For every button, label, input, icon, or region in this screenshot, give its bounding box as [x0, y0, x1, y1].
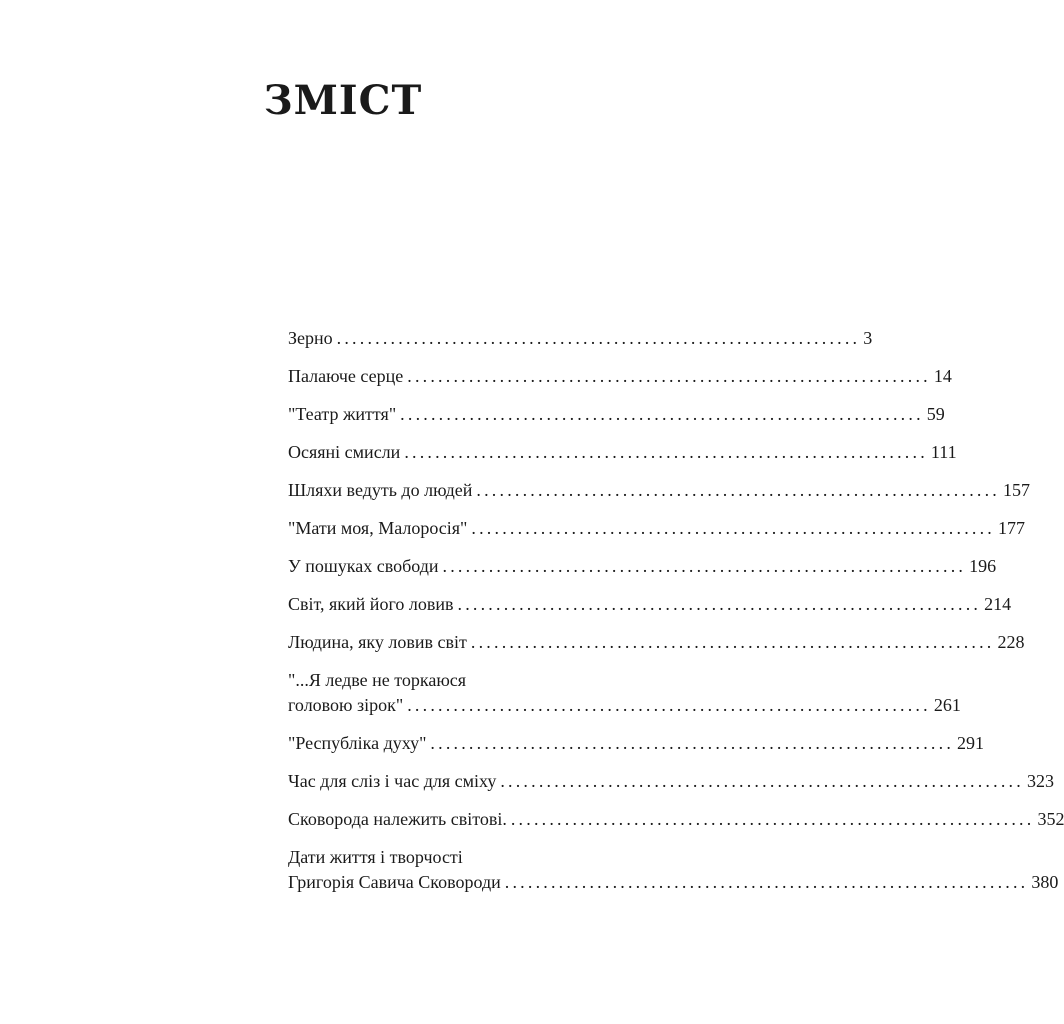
- toc-entry: [288, 592, 1012, 617]
- toc-entry-page: 261: [933, 695, 961, 715]
- toc-entry: [288, 440, 957, 465]
- toc-leader-dots: ....................................................................: [407, 695, 931, 715]
- toc-entry: [288, 668, 961, 718]
- toc-entry-title: головою зірок": [288, 695, 404, 715]
- toc-entry-title: Шляхи ведуть до людей: [288, 480, 473, 500]
- toc-entry-title: Світ, який його ловив: [288, 594, 454, 614]
- toc-entry-title: "Мати моя, Малоросія": [288, 518, 468, 538]
- toc-leader-dots: ....................................................................: [476, 480, 1000, 500]
- toc-entry: [288, 364, 952, 389]
- toc-leader-dots: ....................................................................: [504, 872, 1029, 892]
- toc-entry-page: 111: [930, 442, 957, 462]
- toc-leader-dots: ....................................................................: [407, 366, 931, 386]
- toc-entry: [288, 731, 985, 756]
- toc-entry-page: 14: [933, 366, 952, 386]
- table-of-contents: [288, 326, 1064, 908]
- toc-entry: [288, 807, 1064, 832]
- toc-entry-page: 380: [1031, 872, 1059, 892]
- toc-entry-title: "Республіка духу": [288, 733, 427, 753]
- page-title: ЗМІСТ: [263, 77, 423, 124]
- toc-entry: [288, 516, 1026, 541]
- toc-leader-dots: ....................................................................: [404, 442, 928, 462]
- toc-entry: [288, 845, 1059, 895]
- toc-entry-title: Людина, яку ловив світ: [288, 632, 467, 652]
- toc-leader-dots: ....................................................................: [400, 404, 924, 424]
- toc-entry-page: 196: [969, 556, 997, 576]
- toc-leader-dots: ....................................................................: [442, 556, 967, 576]
- toc-entry-page: 177: [998, 518, 1026, 538]
- toc-leader-dots: ....................................................................: [471, 518, 996, 538]
- toc-leader-dots: ....................................................................: [500, 771, 1024, 791]
- toc-entry-page: 157: [1003, 480, 1030, 500]
- toc-entry-page: 352: [1037, 809, 1064, 829]
- toc-leader-dots: ....................................................................: [430, 733, 955, 753]
- toc-entry: [288, 478, 1030, 503]
- toc-entry-page: 214: [984, 594, 1012, 614]
- toc-entry-title: Палаюче серце: [288, 366, 404, 386]
- toc-leader-dots: ....................................................................: [336, 328, 861, 348]
- toc-entry-title: Час для сліз і час для сміху: [288, 771, 497, 791]
- toc-entry: [288, 402, 945, 427]
- toc-entry-page: 59: [926, 404, 945, 424]
- toc-entry: [288, 769, 1054, 794]
- toc-entry: [288, 630, 1025, 655]
- toc-entry-title: Осяяні смисли: [288, 442, 401, 462]
- toc-leader-dots: ....................................................................: [510, 809, 1035, 829]
- toc-entry-page: 3: [863, 328, 873, 348]
- toc-entry-title: У пошуках свободи: [288, 556, 439, 576]
- toc-entry-title-line1: Дати життя і творчості: [288, 847, 463, 867]
- toc-leader-dots: ....................................................................: [457, 594, 982, 614]
- toc-entry: [288, 326, 873, 351]
- toc-entry: [288, 554, 997, 579]
- toc-entry-title-line1: "...Я ледве не торкаюся: [288, 670, 467, 690]
- toc-entry-page: 228: [997, 632, 1025, 652]
- toc-entry-page: 323: [1026, 771, 1054, 791]
- toc-leader-dots: ....................................................................: [470, 632, 995, 652]
- toc-entry-title: Сковорода належить світові.: [288, 809, 507, 829]
- toc-entry-page: 291: [957, 733, 985, 753]
- toc-entry-title: Зерно: [288, 328, 333, 348]
- toc-entry-title: "Театр життя": [288, 404, 397, 424]
- toc-entry-title: Григорія Савича Сковороди: [288, 872, 501, 892]
